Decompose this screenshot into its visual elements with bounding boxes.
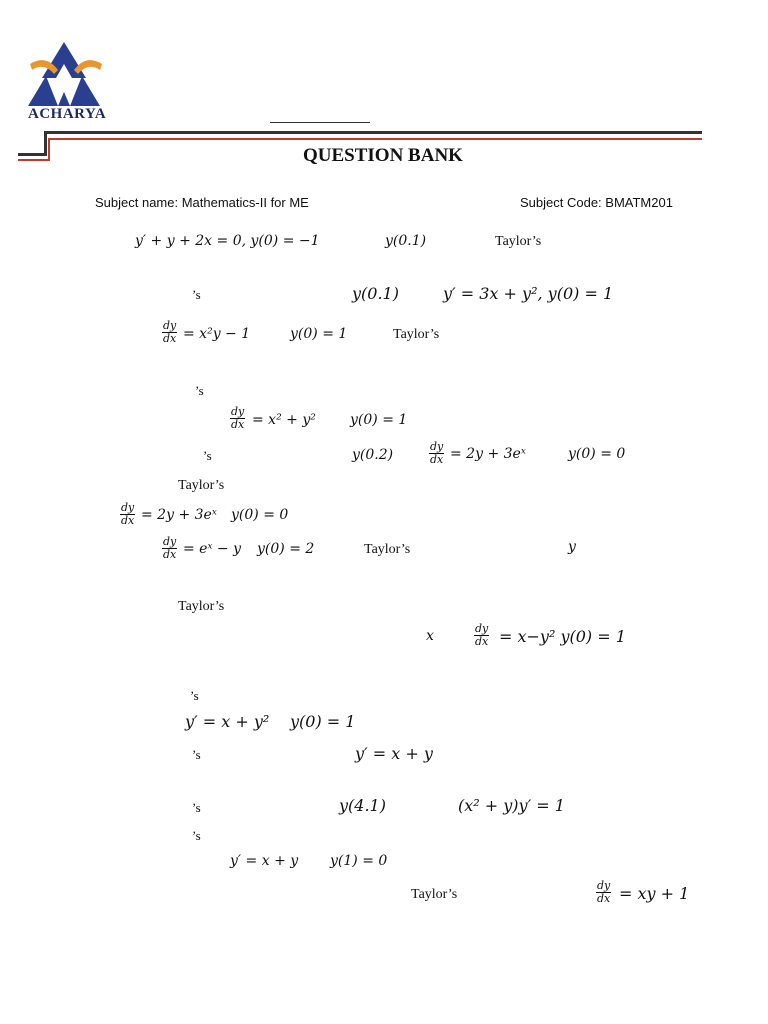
q10-method: Taylor’s	[178, 599, 225, 614]
logo-text: ACHARYA	[28, 106, 107, 122]
header-rule-dark	[44, 131, 702, 134]
q7-method: Taylor’s	[178, 478, 225, 493]
q15-equation: (x² + y)y′ = 1	[458, 796, 565, 815]
q4-suffix: ’s	[195, 383, 204, 398]
q3-frac-den: dx	[163, 332, 177, 345]
q11-variable: x	[426, 628, 434, 644]
q3-frac-num: dy	[163, 319, 177, 332]
q6-value: y(0.2)	[352, 447, 394, 463]
q2-value: y(0.1)	[352, 284, 399, 303]
q18-frac-num: dy	[597, 879, 611, 892]
q6-frac-den: dx	[430, 453, 444, 466]
q5-frac-den: dx	[231, 418, 245, 431]
page-title: QUESTION BANK	[303, 145, 463, 166]
short-rule	[270, 122, 370, 123]
q8-initial: y(0) = 0	[231, 507, 289, 523]
q9-variable: y	[568, 539, 576, 555]
q6-initial: y(0) = 0	[568, 446, 626, 462]
q2-equation: y′ = 3x + y², y(0) = 1	[443, 284, 614, 303]
q1-equation: y′ + y + 2x = 0, y(0) = −1	[135, 233, 320, 249]
q13-equation: y′ = x + y²	[185, 712, 270, 731]
q5-frac-num: dy	[231, 405, 245, 418]
q5-initial: y(0) = 1	[350, 412, 408, 428]
q15-value: y(4.1)	[339, 796, 386, 815]
q3-method: Taylor’s	[393, 327, 440, 342]
q8-equation: = 2y + 3eˣ	[141, 507, 217, 523]
q3-fraction	[162, 320, 177, 345]
q5-equation: = x² + y²	[252, 412, 316, 428]
q11-frac-den: dx	[475, 635, 489, 648]
q9-initial: y(0) = 2	[257, 541, 315, 557]
q11-fraction	[474, 623, 489, 648]
q14-suffix: ’s	[192, 747, 201, 762]
q3-equation: = x²y − 1	[183, 326, 251, 342]
q14-equation: y′ = x + y	[355, 744, 433, 763]
q6-frac-num: dy	[430, 440, 444, 453]
acharya-logo-icon	[24, 40, 110, 110]
acharya-logo	[24, 40, 110, 124]
q11-frac-num: dy	[475, 622, 489, 635]
q11-equation: = x−y² y(0) = 1	[499, 627, 626, 646]
header-rule-dark-step	[44, 131, 47, 155]
header-rule-dark-bottom	[18, 153, 47, 156]
q18-method: Taylor’s	[411, 887, 458, 902]
q1-value: y(0.1)	[385, 233, 427, 249]
subject-code: Subject Code: BMATM201	[520, 195, 673, 210]
subject-name: Subject name: Mathematics-II for ME	[95, 195, 309, 210]
q17-initial: y(1) = 0	[330, 853, 388, 869]
q6-suffix: ’s	[203, 448, 212, 463]
q12-suffix: ’s	[190, 688, 199, 703]
header-rule-red-step	[48, 138, 50, 160]
q8-frac-den: dx	[121, 514, 135, 527]
header-rule-red	[48, 138, 702, 140]
q5-fraction	[230, 406, 245, 431]
q6-equation: = 2y + 3eˣ	[450, 446, 526, 462]
q18-frac-den: dx	[597, 892, 611, 905]
q9-equation: = eˣ − y	[183, 541, 241, 557]
q18-fraction	[596, 880, 611, 905]
q17-equation: y′ = x + y	[230, 853, 299, 869]
q9-frac-num: dy	[163, 535, 177, 548]
q13-initial: y(0) = 1	[290, 712, 356, 731]
q16-suffix: ’s	[192, 828, 201, 843]
q18-equation: = xy + 1	[619, 884, 690, 903]
q9-fraction	[162, 536, 177, 561]
q15-suffix: ’s	[192, 800, 201, 815]
q8-fraction	[120, 502, 135, 527]
q9-frac-den: dx	[163, 548, 177, 561]
q3-initial: y(0) = 1	[290, 326, 348, 342]
header-rule-red-bottom	[18, 159, 50, 161]
q2-suffix: ’s	[192, 287, 201, 302]
q8-frac-num: dy	[121, 501, 135, 514]
q6-fraction	[429, 441, 444, 466]
q1-method: Taylor’s	[495, 234, 542, 249]
q9-method: Taylor’s	[364, 542, 411, 557]
